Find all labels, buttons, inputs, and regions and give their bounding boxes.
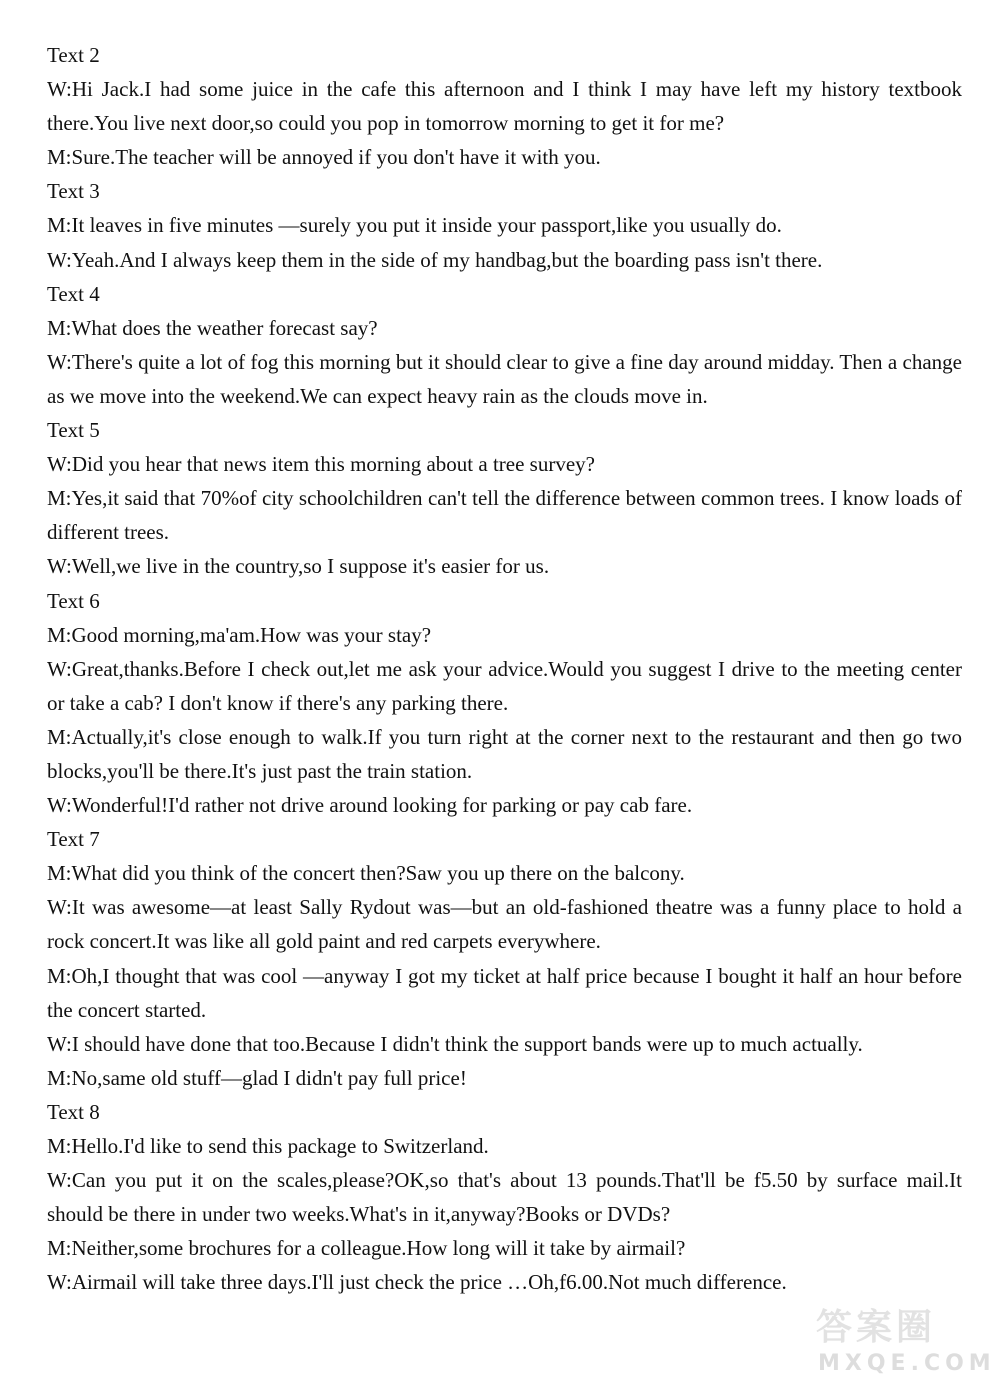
dialogue-line: W:Yeah.And I always keep them in the side of my handbag,but the boarding pass isn't there. (47, 247, 823, 272)
dialogue-line: W:There's quite a lot of fog this morning but it should clear to give a fine day around midday. Then a change as we move into the weekend.We can expect heavy rain as the clouds move in. (47, 349, 962, 408)
dialogue-line: M:What did you think of the concert then?Saw you up there on the balcony. (47, 861, 685, 886)
dialogue-line: W:I should have done that too.Because I didn't think the support bands were up to much actually. (47, 1031, 863, 1056)
section-text-4 (47, 277, 962, 413)
section-heading: Text 5 (47, 418, 100, 443)
dialogue-line: W:It was awesome—at least Sally Rydout was—but an old-fashioned theatre was a funny place to hold a rock concert.It was like all gold paint and red carpets everywhere. (47, 895, 962, 954)
dialogue-line: M:Oh,I thought that was cool —anyway I got my ticket at half price because I bought it half an hour before the concert started. (47, 963, 962, 1022)
section-heading: Text 6 (47, 588, 100, 613)
transcript-page (47, 38, 962, 1299)
section-text-3 (47, 174, 962, 276)
section-heading: Text 8 (47, 1099, 100, 1124)
dialogue-line: W:Can you put it on the scales,please?OK,so that's about 13 pounds.That'll be f5.50 by surface mail.It should be there in under two weeks.What's in it,anyway?Books or DVDs? (47, 1168, 962, 1227)
section-text-2 (47, 38, 962, 174)
section-text-7 (47, 822, 962, 1095)
dialogue-line: W:Great,thanks.Before I check out,let me ask your advice.Would you suggest I drive to the meeting center or take a cab? I don't know if there's any parking there. (47, 656, 962, 715)
watermark-logo (806, 1306, 996, 1380)
section-text-8 (47, 1095, 962, 1300)
dialogue-line: M:Hello.I'd like to send this package to Switzerland. (47, 1134, 489, 1158)
dialogue-line: M:What does the weather forecast say? (47, 315, 378, 340)
dialogue-line: W:Hi Jack.I had some juice in the cafe this afternoon and I think I may have left my history textbook there.You live next door,so could you pop in tomorrow morning to get it for me? (47, 77, 962, 136)
section-heading: Text 2 (47, 43, 100, 67)
dialogue-line: M:Neither,some brochures for a colleague.How long will it take by airmail? (47, 1236, 686, 1261)
watermark-top-text: 答案圈 (816, 1307, 937, 1348)
section-text-5 (47, 413, 962, 583)
dialogue-line: M:No,same old stuff—glad I didn't pay full price! (47, 1065, 467, 1090)
section-heading: Text 7 (47, 827, 100, 852)
section-text-6 (47, 584, 962, 823)
watermark-bottom-text: MXQE.COM (818, 1351, 996, 1376)
dialogue-line: M:Yes,it said that 70%of city schoolchildren can't tell the difference between common trees. I know loads of different trees. (47, 486, 962, 545)
dialogue-line: M:Sure.The teacher will be annoyed if you don't have it with you. (47, 145, 601, 170)
section-heading: Text 3 (47, 179, 100, 204)
dialogue-line: W:Did you hear that news item this morning about a tree survey? (47, 452, 595, 477)
dialogue-line: M:It leaves in five minutes —surely you put it inside your passport,like you usually do. (47, 213, 782, 238)
dialogue-line: M:Actually,it's close enough to walk.If you turn right at the corner next to the restaurant and then go two blocks,you'll be there.It's just past the train station. (47, 724, 962, 783)
dialogue-line: W:Well,we live in the country,so I suppose it's easier for us. (47, 554, 550, 579)
dialogue-line: W:Airmail will take three days.I'll just check the price …Oh,f6.00.Not much difference. (47, 1270, 787, 1295)
dialogue-line: M:Good morning,ma'am.How was your stay? (47, 622, 432, 647)
dialogue-line: W:Wonderful!I'd rather not drive around looking for parking or pay cab fare. (47, 793, 693, 818)
section-heading: Text 4 (47, 281, 100, 306)
